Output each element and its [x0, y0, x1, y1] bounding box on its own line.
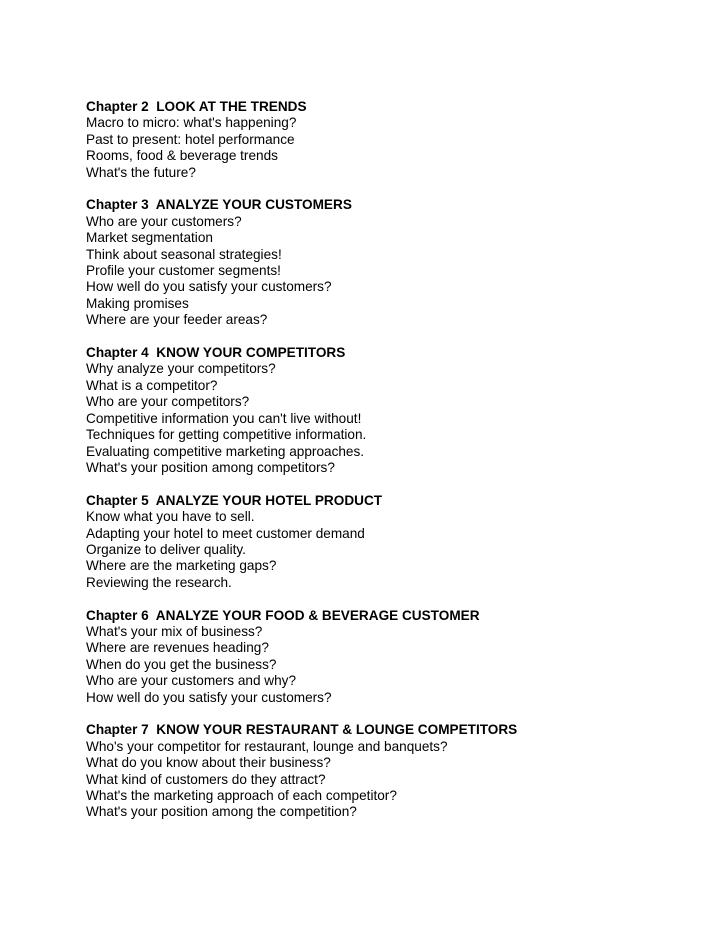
document-page	[86, 99, 706, 837]
chapter-heading: Chapter 6 ANALYZE YOUR FOOD & BEVERAGE CUSTOMER	[86, 607, 480, 623]
chapter-section	[86, 197, 706, 328]
chapter-item: What's your mix of business?	[86, 623, 263, 639]
chapter-item: When do you get the business?	[86, 656, 277, 672]
chapter-item: Who are your customers?	[86, 213, 242, 229]
chapter-item: Adapting your hotel to meet customer demand	[86, 525, 365, 541]
chapter-item: What's your position among competitors?	[86, 459, 335, 475]
chapter-item: What's the future?	[86, 164, 196, 180]
chapter-item: Who are your competitors?	[86, 394, 250, 410]
chapter-item: Rooms, food & beverage trends	[86, 148, 278, 164]
chapter-item: Where are the marketing gaps?	[86, 558, 277, 574]
chapter-item: Think about seasonal strategies!	[86, 246, 282, 262]
chapter-heading: Chapter 4 KNOW YOUR COMPETITORS	[86, 345, 346, 361]
chapter-item: What's the marketing approach of each competitor?	[86, 787, 397, 803]
chapter-item: Where are revenues heading?	[86, 640, 269, 656]
chapter-item: Organize to deliver quality.	[86, 541, 246, 557]
chapter-item: How well do you satisfy your customers?	[86, 689, 332, 705]
chapter-item: What is a competitor?	[86, 377, 218, 393]
chapter-item: Past to present: hotel performance	[86, 131, 295, 147]
chapter-section	[86, 345, 706, 476]
chapter-item: Profile your customer segments!	[86, 263, 281, 279]
chapter-item: Where are your feeder areas?	[86, 312, 268, 328]
chapter-item: Why analyze your competitors?	[86, 361, 276, 377]
chapter-heading: Chapter 3 ANALYZE YOUR CUSTOMERS	[86, 197, 352, 213]
chapter-item: What do you know about their business?	[86, 755, 331, 771]
chapter-item: Who's your competitor for restaurant, lounge and banquets?	[86, 738, 448, 754]
chapter-item: Making promises	[86, 295, 189, 311]
chapter-section	[86, 99, 706, 181]
chapter-item: Who are your customers and why?	[86, 673, 297, 689]
chapter-item: How well do you satisfy your customers?	[86, 279, 332, 295]
chapter-heading: Chapter 5 ANALYZE YOUR HOTEL PRODUCT	[86, 492, 383, 508]
chapter-item: What's your position among the competition?	[86, 804, 357, 820]
chapter-item: Know what you have to sell.	[86, 509, 255, 525]
chapter-heading: Chapter 2 LOOK AT THE TRENDS	[86, 99, 307, 114]
chapter-heading: Chapter 7 KNOW YOUR RESTAURANT & LOUNGE COMPETITORS	[86, 722, 518, 738]
chapter-item: Evaluating competitive marketing approaches.	[86, 443, 365, 459]
chapter-item: Competitive information you can't live without!	[86, 410, 362, 426]
chapter-item: Market segmentation	[86, 230, 213, 246]
chapter-section	[86, 722, 706, 820]
chapter-section	[86, 608, 706, 706]
chapter-item: What kind of customers do they attract?	[86, 771, 326, 787]
chapter-item: Techniques for getting competitive information.	[86, 427, 367, 443]
chapter-item: Reviewing the research.	[86, 574, 232, 590]
chapter-item: Macro to micro: what's happening?	[86, 115, 297, 131]
chapter-section	[86, 493, 706, 591]
